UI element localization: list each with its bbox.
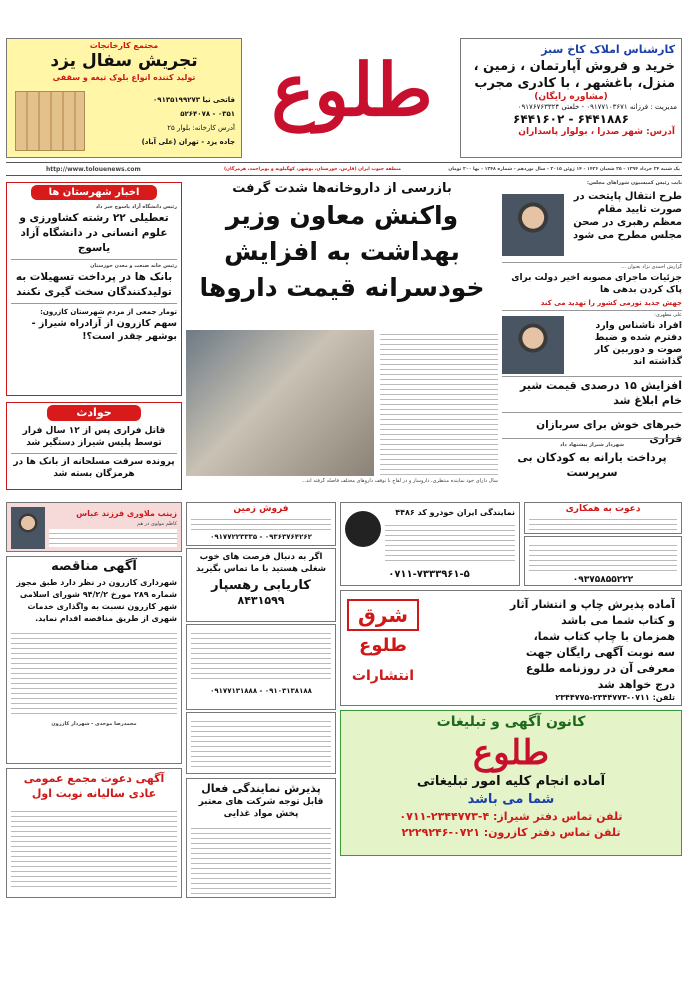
job-phone: ۸۴۳۱۵۹۹ [237, 594, 285, 607]
right-column [502, 180, 682, 492]
coop-ad-2 [524, 536, 682, 586]
print-line1: آماده پذیرش چاپ و انتشار آثار [510, 598, 675, 611]
left-item1-kicker: رئیس دانشگاه آزاد یاسوج خبر داد [95, 204, 177, 210]
center-phone-2: تلفن تماس دفتر کازرون: ۰۷۲۱-۲۲۲۹۲۴۶ [401, 826, 621, 839]
car-phone: ۰۷۱۱-۷۳۳۳۹۶۱-۵ [388, 569, 470, 580]
right-item6-kicker: شهردار شیراز پیشنهاد داد [559, 442, 624, 448]
assembly-title: آگهی دعوت مجمع عمومی عادی سالیانه نوبت اول [23, 772, 165, 800]
right-photo-2 [502, 316, 564, 374]
center-line-2: شما می باشد [467, 792, 555, 807]
issue-bar [6, 162, 682, 176]
coop-title: دعوت به همکاری [565, 504, 641, 514]
right-item6: پرداخت یارانه به کودکان بی سرپرست [517, 451, 667, 479]
right-photo-1 [502, 194, 564, 256]
agency-title: پذیرش نمایندگی فعال [201, 782, 321, 795]
pub-label-2: طلوع [359, 635, 407, 656]
ad-right-phones: ۶۴۴۱۸۸۶ - ۶۴۴۱۶۰۲ [513, 112, 629, 126]
ad-right-line2: منزل، باغشهر ، با کادری مجرب [474, 76, 675, 91]
right-item3-kicker: علی مطهری: [654, 312, 682, 318]
ad-left-subtitle: تولید کننده انواع بلوک تیغه و سقفی [52, 73, 196, 82]
obit-name: زینب ملاوری فرزند عباس [76, 509, 177, 518]
event-2: پرونده سرقت مسلحانه از بانک ها در هرمزگان بسته شد [13, 457, 175, 479]
ad-center-ad [340, 710, 682, 856]
coop-phone: ۰۹۳۷۵۸۵۵۲۲۲ [572, 575, 634, 585]
print-line4: سه نوبت آگهی رایگان جهت [525, 646, 675, 659]
sale-phone: ۰۹۳۶۳۷۶۴۲۶۲ - ۰۹۱۷۷۲۲۳۳۳۵ [210, 533, 312, 541]
left-item2-kicker: رئیس خانه صنعت و معدن خوزستان [90, 263, 177, 269]
right-item1: طرح انتقال پایتخت در صورت تایید مقام معظم رهبری در صحن مجلس مطرح می شود [573, 191, 682, 241]
print-ad [340, 590, 682, 706]
job-title: اگر به دنبال فرصت های خوب شغلی هستید با ما تماس بگیرید [195, 552, 327, 574]
car-dealer-ad [340, 502, 520, 586]
left-col-header: اخبار شهرستان ها [31, 185, 157, 200]
issue-line: یک شنبه ۲۴ خرداد ۱۳۹۴ - ۲۵ شعبان ۱۴۳۶ - ۱۴ ژوئن ۲۰۱۵ - سال نوزدهم - شماره ۱۳۴۸ - بها ۲۰۰ تومان [448, 167, 680, 172]
job-ad-2 [186, 624, 336, 710]
ad-right-title: کارشناس املاک کاخ سبز [541, 43, 675, 56]
obit-line: کاظم مولوی در هم [137, 521, 177, 527]
tender-title: آگهی مناقصه [51, 559, 137, 574]
masthead-logo: طلوع [271, 47, 433, 132]
center-title: کانون آگهی و تبلیغات [436, 714, 586, 730]
center-line: آماده انجام کلیه امور تبلیغاتی [416, 774, 606, 789]
main-story [186, 180, 498, 492]
tender-body: شهرداری کازرون در نظر دارد طبق مجوز شماره ۲۸۹ مورخ ۹۴/۲/۲ شورای اسلامی شهر کازرون نسبت به واگذاری خدمات شهری از طریق مناقصه اقدام نماید. [16, 578, 177, 623]
agency-ad [186, 778, 336, 898]
events-box [6, 402, 182, 490]
main-headline-2: بهداشت به افزایش [224, 237, 460, 266]
ad-right-address: آدرس: شهر صدرا ، بولوار پاسداران [518, 127, 675, 137]
region-line: منطقه جنوب ایران (فارس، خوزستان، بوشهر، کهگیلویه و بویراحمد، هرمزگان) [223, 167, 401, 172]
brick-image [15, 91, 85, 151]
main-photo [186, 330, 374, 476]
land-sale-ad [186, 502, 336, 546]
tender-sign: محمدرضا موحدی - شهردار کازرون [51, 721, 137, 727]
car-logo-icon [345, 511, 381, 547]
ad-left-address: آدرس کارخانه: بلوار ۲۵ [167, 124, 235, 132]
right-item5: خبرهای خوش برای سربازان فراری [536, 419, 682, 445]
main-body-text [380, 330, 498, 476]
left-item3-kicker: تومار جمعی از مردم شهرستان کازرون: [40, 308, 177, 316]
job-name: کاریابی رهسپار [211, 578, 311, 593]
misc-ad [186, 712, 336, 774]
event-1: قاتل فراری پس از ۱۲ سال فرار توسط پلیس شیراز دستگیر شد [22, 426, 166, 448]
website[interactable]: http://www.tolouenews.com [46, 166, 141, 173]
ad-left-title: تجریش سفال یزد [50, 51, 198, 71]
obit-photo [11, 507, 45, 549]
print-line3: همزمان با چاپ کتاب شما، [533, 630, 675, 643]
ad-left-top [6, 38, 242, 158]
right-item2b: جهش جدید تورمی کشور را تهدید می کند [540, 299, 682, 307]
ad-left-address2: جاده یزد - تهران (علی آباد) [141, 138, 235, 146]
pub-label-3: انتشارات [351, 668, 415, 684]
print-line5: معرفی آن در روزنامه طلوع [525, 662, 675, 675]
coop-ad [524, 502, 682, 534]
ad-right-line3: (مشاوره رایگان) [534, 92, 608, 102]
pub-label-1: شرق [347, 599, 419, 631]
job2-phone: ۰۹۱۰۳۱۳۸۱۸۸ - ۰۹۱۷۷۱۳۱۸۸۸ [210, 687, 312, 695]
left-item3: سهم کازرون از آزادراه شیراز - بوشهر چقدر است؟! [31, 318, 177, 342]
tender-ad [6, 556, 182, 764]
left-item2: بانک ها در پرداخت تسهیلات به تولیدکنندگان سخت گیری نکنند [15, 271, 173, 298]
right-item4: افزایش ۱۵ درصدی قیمت شیر خام ابلاغ شد [520, 379, 682, 407]
left-column [6, 182, 182, 396]
job-ad [186, 548, 336, 622]
masthead-logo-area [248, 40, 456, 152]
right-item2: جزئیات ماجرای مصوبه اخیر دولت برای پاک کردن بدهی ها [511, 273, 682, 295]
main-kicker: بازرسی از داروخانه‌ها شدت گرفت [232, 181, 452, 196]
main-headline-3: خودسرانه قیمت داروها [199, 273, 485, 302]
ad-left-phone2: ۰۳۵۱ - ۵۲۶۴۰۷۸ [180, 110, 235, 118]
ad-right-line1: خرید و فروش آپارتمان ، زمین ، [473, 59, 675, 74]
sale-title: فروش زمین [233, 504, 289, 514]
right-item2-kicker: گزارش احمدی نژاد بعنوان ... [621, 264, 682, 270]
events-header: حوادث [47, 405, 141, 421]
right-item1-kicker: نایب رئیس کمیسیون شوراهای مجلس: [587, 180, 682, 186]
assembly-ad [6, 768, 182, 898]
right-item3: افراد ناشناس وارد دفترم شده و ضبط صوت و دوربین کار گذاشته اند [594, 320, 682, 367]
ad-left-tag: مجتمع کارخانجات [89, 41, 159, 50]
center-phone-1: تلفن تماس دفتر شیراز: ۴-۲۳۴۴۷۷۳-۰۷۱۱ [399, 810, 623, 823]
agency-sub: قابل توجه شرکت های معتبر پخش مواد غذایی [198, 797, 324, 819]
print-line2: و کتاب شما می باشد [561, 614, 675, 627]
print-phone: تلفن: ۰۷۱۱-۲۳۴۴۷۷۳-۲۳۴۴۷۷۵ [555, 693, 675, 702]
main-headline-1: واکنش معاون وزیر [225, 201, 459, 230]
main-caption: سال دارای خود نماینده منتظری، داروساز و در لقاح با توقف داروهای مختلف فاصله گرفته اند... [301, 478, 498, 484]
ad-right-manager: مدیریت : فرزانه ۰۹۱۷۷۱۰۳۶۷۱ - خلعتی ۰۹۱۷۶۷۶۳۳۲۴ [517, 103, 677, 111]
center-logo: طلوع [472, 733, 550, 773]
car-title: نمایندگی ایران خودرو کد ۴۴۸۶ [395, 508, 515, 517]
left-item1: تعطیلی ۲۲ رشته کشاورزی و علوم انسانی در دانشگاه آزاد یاسوج [19, 212, 169, 254]
ad-right-top [460, 38, 682, 158]
ad-left-phone1: فاتحی نیا ۰۹۱۳۵۱۹۹۲۷۳ [153, 96, 235, 104]
print-line6: درج خواهد شد [597, 678, 675, 691]
obituary-ad [6, 502, 182, 552]
